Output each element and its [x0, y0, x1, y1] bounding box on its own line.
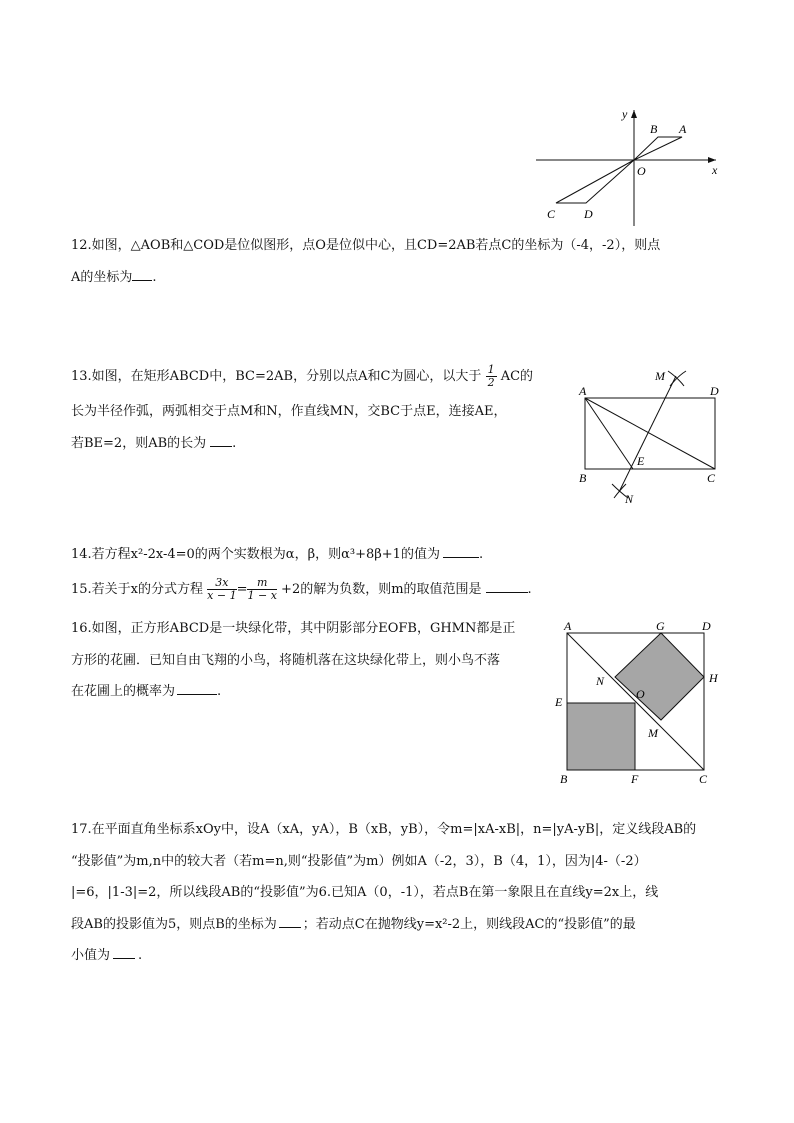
label-c: C	[707, 471, 716, 485]
q15-pre: 15.若关于x的分式方程	[71, 582, 204, 597]
label-m: M	[648, 726, 658, 740]
q17-line1: 17.在平面直角坐标系xOy中，设A（xA，yA），B（xB，yB），令m=|xA-xB|，n=|yA-yB|，定义线段AB的	[71, 822, 697, 837]
label-b: B	[579, 471, 587, 485]
label-b: B	[650, 122, 658, 136]
label-e: E	[555, 695, 563, 709]
q14-end: .	[478, 547, 484, 562]
q13-line1-post: AC的	[500, 369, 534, 384]
label-d: D	[584, 207, 593, 221]
label-a: A	[579, 384, 587, 398]
triangle-aob	[634, 137, 682, 160]
q13-line3-text: 若BE=2，则AB的长为	[71, 436, 207, 451]
q16-figure	[548, 614, 728, 790]
q15-fraction-1	[207, 577, 236, 602]
q13-line1	[71, 364, 533, 390]
q13-answer-blank[interactable]	[210, 434, 232, 447]
diagonal-ac	[585, 398, 715, 469]
triangle-cod	[556, 160, 634, 203]
q12-answer-blank[interactable]	[132, 268, 152, 281]
label-o: O	[637, 164, 646, 178]
q13-line2: 长为半径作弧，两弧相交于点M和N，作直线MN，交BC于点E，连接AE，	[71, 404, 507, 419]
q13-frac-den: 2	[487, 376, 495, 389]
q17-line3: |=6，|1-3|=2，所以线段AB的“投影值”为6.已知A（0，-1），若点B在第一象限且在直线y=2x上，线	[71, 885, 659, 900]
label-a: A	[679, 122, 687, 136]
label-c: C	[547, 207, 556, 221]
label-f: F	[631, 772, 639, 786]
label-y: y	[622, 107, 628, 121]
label-x: x	[712, 163, 718, 177]
q15-answer-blank[interactable]	[486, 580, 528, 593]
arc-m2	[670, 371, 686, 386]
q16-line1: 16.如图，正方形ABCD是一块绿化带，其中阴影部分EOFB，GHMN都是正	[71, 621, 516, 636]
q15-f2-num: m	[247, 577, 276, 590]
q12-line2	[71, 268, 157, 288]
segment-ae	[585, 398, 633, 469]
shaded-square-eofb	[567, 703, 635, 770]
q12-line1: 12.如图，△AOB和△COD是位似图形，点O是位似中心，且CD=2AB若点C的坐标为（-4，-2），则点	[71, 238, 661, 253]
q14-text: 14.若方程x²-2x-4=0的两个实数根为α，β，则α³+8β+1的值为	[71, 547, 440, 562]
q13-fraction	[486, 364, 497, 389]
q12-line2-end: .	[152, 270, 157, 285]
q15-line	[71, 576, 532, 604]
label-h: H	[709, 671, 718, 685]
label-m: M	[655, 369, 665, 383]
q17-line4	[71, 915, 636, 935]
q16-answer-blank[interactable]	[177, 682, 217, 695]
q14-answer-blank[interactable]	[443, 545, 479, 558]
q14-line	[71, 545, 483, 565]
q17-answer-blank-1[interactable]	[279, 915, 301, 928]
q15-mid: +2的解为负数，则m的取值范围是	[281, 582, 482, 597]
q16-line3	[71, 682, 221, 702]
line-mn	[619, 376, 676, 492]
label-a: A	[564, 619, 572, 633]
q17-line5	[71, 946, 142, 966]
label-c: C	[699, 772, 708, 786]
q13-line3	[71, 434, 236, 454]
q16-line3-text: 在花圃上的概率为	[71, 684, 176, 699]
q17-answer-blank-2[interactable]	[113, 946, 135, 959]
q17-line5-end: .	[138, 948, 143, 963]
q17-line4-pre: 段AB的投影值为5，则点B的坐标为	[71, 917, 277, 932]
label-n: N	[625, 492, 634, 506]
label-e: E	[637, 454, 645, 468]
label-d: D	[710, 384, 719, 398]
q15-f1-den: x − 1	[207, 589, 237, 602]
q16-line3-end: .	[217, 684, 222, 699]
q15-fraction-2	[247, 577, 276, 602]
label-d: D	[702, 619, 711, 633]
label-n: N	[596, 674, 605, 688]
q15-eq: =	[236, 582, 248, 597]
q13-figure	[570, 362, 730, 508]
q13-line3-end: .	[232, 436, 237, 451]
q12-figure	[530, 100, 730, 230]
q17-line5-pre: 小值为	[71, 948, 111, 963]
label-b: B	[560, 772, 568, 786]
q15-f1-num: 3x	[207, 577, 236, 590]
q13-frac-num: 1	[487, 363, 495, 376]
q17-line2: “投影值”为m,n中的较大者（若m=n,则“投影值”为m）例如A（-2，3），B（4，1），因为|4-（-2）	[71, 854, 647, 869]
label-o: O	[636, 687, 645, 701]
label-g: G	[656, 619, 665, 633]
y-axis-arrow	[631, 110, 637, 118]
q12-line2-text: A的坐标为	[71, 270, 133, 285]
q17-line4-mid: ；若动点C在抛物线y=x²-2上，则线段AC的“投影值”的最	[302, 917, 636, 932]
q15-end: .	[527, 582, 532, 597]
q13-line1-pre: 13.如图，在矩形ABCD中，BC=2AB，分别以点A和C为圆心，以大于	[71, 369, 482, 384]
q15-f2-den: 1 − x	[247, 589, 277, 602]
q16-line2: 方形的花圃．已知自由飞翔的小鸟，将随机落在这块绿化带上，则小鸟不落	[71, 653, 501, 668]
